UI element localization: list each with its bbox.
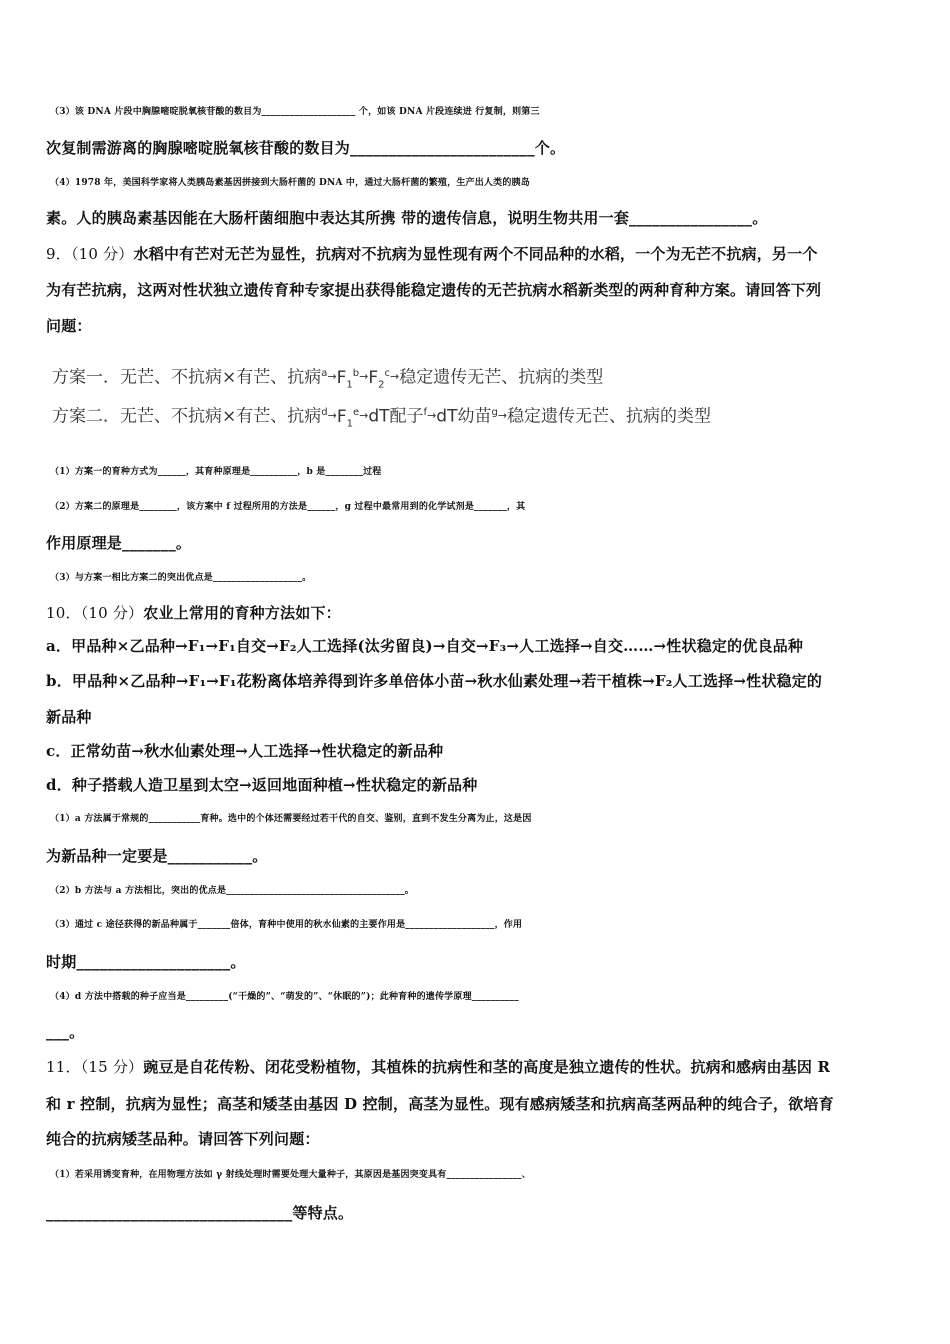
q11-part1-line2: ________________________________等特点。 — [46, 1204, 354, 1222]
arrow-icon: → — [327, 369, 337, 383]
arrow-icon: → — [359, 369, 369, 383]
q9-stem-line1 — [46, 243, 908, 265]
scheme2-suffix: 稳定遗传无芒、抗病的类型 — [507, 406, 712, 427]
arrow-icon: → — [427, 408, 437, 422]
q10-method-c: c．正常幼苗→秋水仙素处理→人工选择→性状稳定的新品种 — [46, 742, 444, 760]
q9-stem-text: 水稻中有芒对无芒为显性，抗病对不抗病为显性现有两个不同品种的水稻，一个为无芒不抗病，另一个 — [133, 245, 818, 263]
q10-method-d: d．种子搭载人造卫星到太空→返回地面种植→性状稳定的新品种 — [46, 776, 478, 794]
q8-part3-line1: （3）该 DNA 片段中胸腺嘧啶脱氧核苷酸的数目为____________________ 个，如该 DNA 片段连续进 行复制，则第三 — [50, 107, 540, 117]
q8-part4-line1: （4）1978 年，美国科学家将人类胰岛素基因拼接到大肠杆菌的 DNA 中，通过大肠杆菌的繁殖，生产出人类的胰岛 — [50, 178, 530, 188]
scheme2-step-f: f — [423, 407, 428, 418]
q11-part1-line1: （1）若采用诱变育种，在用物理方法如 γ 射线处理时需要处理大量种子，其原因是基因突变具有________________、 — [50, 1170, 531, 1180]
scheme2-dt-gamete: dT配子 — [368, 406, 424, 427]
scheme1-step-b: b — [352, 368, 360, 379]
q10-part1-line2: 为新品种一定要是___________。 — [46, 847, 268, 865]
arrow-icon: → — [327, 408, 337, 422]
q10-stem — [46, 602, 908, 624]
arrow-icon: → — [390, 369, 400, 383]
q9-part2-line1: （2）方案二的原理是________，该方案中 f 过程所用的方法是______，g 过程中最常用到的化学试剂是_______，其 — [50, 502, 526, 512]
scheme2-step-g: g — [491, 407, 498, 418]
scheme1-f2: $F_2$ — [368, 367, 385, 391]
q10-part3-line2: 时期____________________。 — [46, 953, 246, 971]
q9-part2-line2: 作用原理是_______。 — [46, 534, 192, 552]
arrow-icon: → — [359, 408, 369, 422]
q9-number: 9． — [46, 245, 71, 263]
scheme1-step-c: c — [384, 368, 390, 379]
q10-number: 10． — [46, 604, 81, 622]
q10-part4-line2: ___。 — [46, 1023, 85, 1041]
q11-stem-line1 — [46, 1056, 908, 1078]
q9-stem-line2: 为有芒抗病，这两对性状独立遗传育种专家提出获得能稳定遗传的无芒抗病水稻新类型的两种育种方案。请回答下列 — [46, 281, 822, 299]
q10-part4-line1: （4）d 方法中搭载的种子应当是_________(“干燥的”、“萌发的”、“休眠的”)；此种育种的遗传学原理__________ — [50, 992, 519, 1002]
q9-scheme1 — [52, 362, 603, 392]
scheme2-step-e: e — [352, 407, 360, 418]
scheme1-f1: $F_1$ — [336, 367, 353, 391]
q10-part2: （2）b 方法与 a 方法相比，突出的优点是______________________________________。 — [50, 886, 414, 896]
scheme1-prefix: 方案一．无芒、不抗病×有芒、抗病 — [52, 367, 322, 388]
q11-stem-line3: 纯合的抗病矮茎品种。请回答下列问题： — [46, 1130, 320, 1148]
q10-method-a: a．甲品种×乙品种→F₁→F₁自交→F₂人工选择(汰劣留良)→自交→F₃→人工选择→自交……→性状稳定的优良品种 — [46, 637, 804, 655]
scheme1-step-a: a — [321, 368, 328, 379]
q11-score: （15 分） — [80, 1058, 144, 1076]
q10-method-b-line2: 新品种 — [46, 708, 92, 726]
q11-number: 11． — [46, 1058, 81, 1076]
q11-stem-line2: 和 r 控制，抗病为显性；高茎和矮茎由基因 D 控制，高茎为显性。现有感病矮茎和抗病高茎两品种的纯合子，欲培育 — [46, 1095, 834, 1113]
q10-method-b-line1: b．甲品种×乙品种→F₁→F₁花粉离体培养得到许多单倍体小苗→秋水仙素处理→若干植株→F₂人工选择→性状稳定的 — [46, 672, 823, 690]
scheme1-suffix: 稳定遗传无芒、抗病的类型 — [399, 367, 604, 388]
q8-part4-line2: 素。人的胰岛素基因能在大肠杆菌细胞中表达其所携 带的遗传信息，说明生物共用一套________________。 — [46, 209, 768, 227]
scheme2-f1: $F_1$ — [336, 406, 353, 430]
q9-stem-line3: 问题： — [46, 317, 92, 335]
scheme2-step-d: d — [321, 407, 328, 418]
scheme2-dt-seedling: dT幼苗 — [436, 406, 492, 427]
q9-score: （10 分） — [70, 245, 134, 263]
q9-part3: （3）与方案一相比方案二的突出优点是___________________。 — [50, 573, 312, 583]
q10-part1-line1: （1）a 方法属于常规的___________育种。选中的个体还需要经过若干代的自交、鉴别，直到不发生分离为止，这是因 — [50, 814, 532, 824]
q9-part1: （1）方案一的育种方式为______，其育种原理是__________，b 是________过程 — [50, 467, 382, 477]
q9-scheme2 — [52, 401, 711, 431]
q10-stem-text: 农业上常用的育种方法如下： — [143, 604, 341, 622]
q10-score: （10 分） — [80, 604, 144, 622]
q10-part3-line1: （3）通过 c 途径获得的新品种属于_______倍体，育种中使用的秋水仙素的主要作用是___________________，作用 — [50, 920, 523, 930]
q11-stem-text: 豌豆是自花传粉、闭花受粉植物，其植株的抗病性和茎的高度是独立遗传的性状。抗病和感病由基因 R — [143, 1058, 831, 1076]
scheme2-prefix: 方案二．无芒、不抗病×有芒、抗病 — [52, 406, 322, 427]
q8-part3-line2: 次复制需游离的胸腺嘧啶脱氧核苷酸的数目为________________________个。 — [46, 139, 566, 157]
arrow-icon: → — [497, 408, 508, 422]
